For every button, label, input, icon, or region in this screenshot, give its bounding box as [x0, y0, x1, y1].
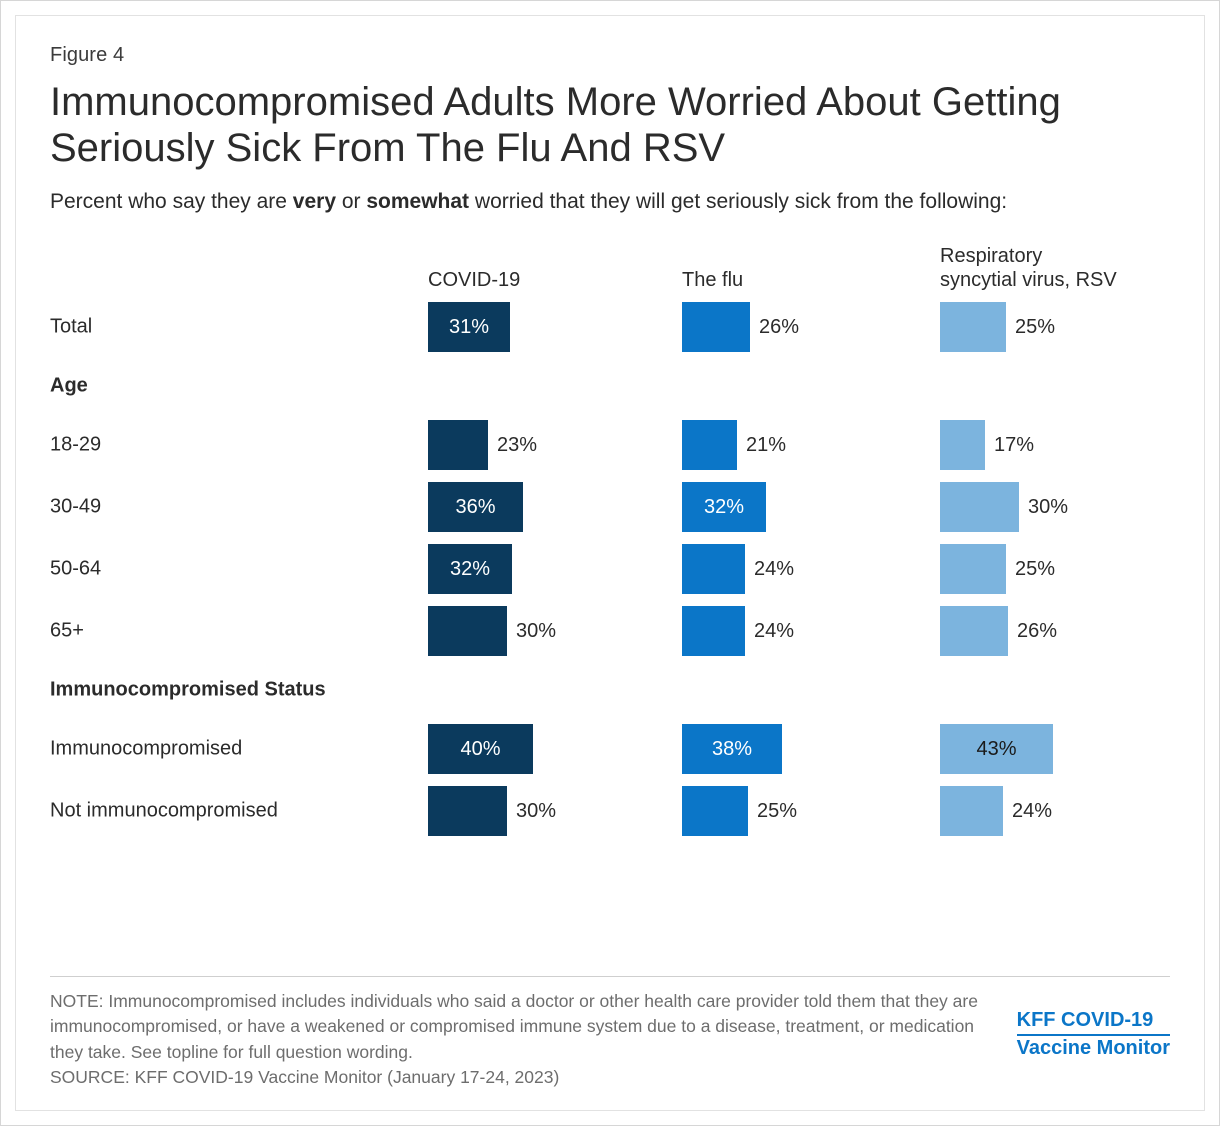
bar-value-label: 25% [1015, 315, 1056, 338]
bar-value-label: 24% [1012, 799, 1053, 822]
row-label: 30-49 [50, 495, 102, 518]
subtitle-text-3: worried that they will get seriously sick from the following: [469, 189, 1008, 213]
bar-group [428, 606, 556, 656]
bar [428, 786, 507, 836]
chart-row [50, 296, 1170, 358]
group-heading-label: Age [50, 374, 88, 397]
bar-value-label: 24% [754, 619, 795, 642]
bar-group [428, 544, 512, 594]
bar-group [428, 482, 523, 532]
bar [682, 302, 750, 352]
bar-group [940, 482, 1068, 532]
bar-group [428, 786, 556, 836]
bar-chart [50, 234, 1170, 842]
bar-value-label: 43% [976, 737, 1017, 760]
figure-footer [50, 976, 1170, 1088]
row-label: 18-29 [50, 433, 102, 456]
bar [682, 606, 745, 656]
bar-value-label: 36% [455, 495, 496, 518]
bar-group [682, 482, 766, 532]
chart-subtitle [50, 188, 1160, 216]
bar [682, 544, 745, 594]
bar [940, 724, 1053, 774]
row-label: 50-64 [50, 557, 102, 580]
bar-group [682, 420, 786, 470]
bar [940, 606, 1008, 656]
bar-group [682, 544, 794, 594]
bar-group [428, 420, 537, 470]
note-text: NOTE: Immunocompromised includes individuals who said a doctor or other health care provider told them that they are immunocompromised, or have a weakened or compromised immune system due to a disease, treatment, or medication they take. See topline for full question wording. [50, 990, 978, 1062]
bar-group [682, 786, 797, 836]
bar [940, 420, 985, 470]
kff-vaccine-monitor-logo [1017, 1008, 1170, 1062]
bar-value-label: 25% [757, 799, 798, 822]
bar [682, 482, 766, 532]
bar-value-label: 24% [754, 557, 795, 580]
chart-row [50, 718, 1170, 780]
bar-value-label: 31% [448, 315, 490, 338]
bar [940, 302, 1006, 352]
bar-group [940, 724, 1053, 774]
column-headers [50, 234, 1170, 296]
bar-value-label: 32% [703, 495, 745, 518]
bar [940, 482, 1019, 532]
subtitle-text-1: Percent who say they are [50, 189, 293, 213]
bar-group [940, 302, 1055, 352]
bar-value-label: 21% [746, 433, 787, 456]
bar [428, 544, 512, 594]
bar [428, 482, 523, 532]
column-header-line-1: The flu [682, 269, 744, 292]
footer-divider [50, 976, 1170, 977]
bar-group [940, 544, 1055, 594]
bar-value-label: 23% [497, 433, 538, 456]
bar [428, 302, 510, 352]
bar-group [682, 724, 782, 774]
chart-row [50, 600, 1170, 662]
logo-line-2: Vaccine Monitor [1016, 1037, 1170, 1060]
chart-row [50, 414, 1170, 476]
source-text: SOURCE: KFF COVID-19 Vaccine Monitor (January 17-24, 2023) [50, 1067, 560, 1087]
group-heading-row [50, 662, 1170, 718]
bar [428, 606, 507, 656]
row-label: 65+ [50, 619, 84, 642]
bar [428, 420, 488, 470]
bar-value-label: 38% [711, 737, 753, 760]
bar-group [428, 724, 533, 774]
bar-value-label: 17% [994, 433, 1035, 456]
logo-line-1: KFF COVID-19 [1017, 1008, 1170, 1037]
bar [940, 544, 1006, 594]
group-heading-row [50, 358, 1170, 414]
row-label: Total [50, 315, 93, 338]
chart-row [50, 538, 1170, 600]
bar-value-label: 40% [460, 737, 501, 760]
row-label: Not immunocompromised [50, 799, 278, 822]
column-header-1 [428, 268, 520, 292]
bar-value-label: 30% [516, 619, 557, 642]
column-header-3 [940, 244, 1117, 292]
page-title: Immunocompromised Adults More Worried About Getting Seriously Sick From The Flu And RSV [50, 80, 1061, 171]
bar-group [682, 302, 799, 352]
bar-value-label: 26% [1017, 619, 1058, 642]
bar-group [682, 606, 794, 656]
bar-group [940, 606, 1057, 656]
column-header-line-1: COVID-19 [428, 269, 521, 292]
figure-number: Figure 4 [50, 44, 125, 66]
figure-inner-border [15, 15, 1205, 1111]
bar [682, 724, 782, 774]
bar-value-label: 25% [1015, 557, 1056, 580]
bar-value-label: 32% [449, 557, 491, 580]
bar-group [428, 302, 510, 352]
bar-group [940, 420, 1034, 470]
bar-group [940, 786, 1052, 836]
bar-value-label: 26% [759, 315, 800, 338]
subtitle-bold-somewhat: somewhat [366, 189, 470, 213]
subtitle-bold-very: very [292, 189, 337, 213]
row-label: Immunocompromised [50, 737, 243, 760]
subtitle-text-2: or [336, 189, 367, 213]
group-heading-label: Immunocompromised Status [50, 678, 326, 701]
bar [428, 724, 533, 774]
column-header-2 [682, 268, 743, 292]
bar [682, 420, 737, 470]
column-header-line-1: Respiratory [940, 245, 1043, 268]
chart-row [50, 476, 1170, 538]
bar-value-label: 30% [516, 799, 557, 822]
bar [682, 786, 748, 836]
bar [940, 786, 1003, 836]
bar-value-label: 30% [1028, 495, 1069, 518]
chart-row [50, 780, 1170, 842]
column-header-line-2: syncytial virus, RSV [940, 269, 1117, 292]
